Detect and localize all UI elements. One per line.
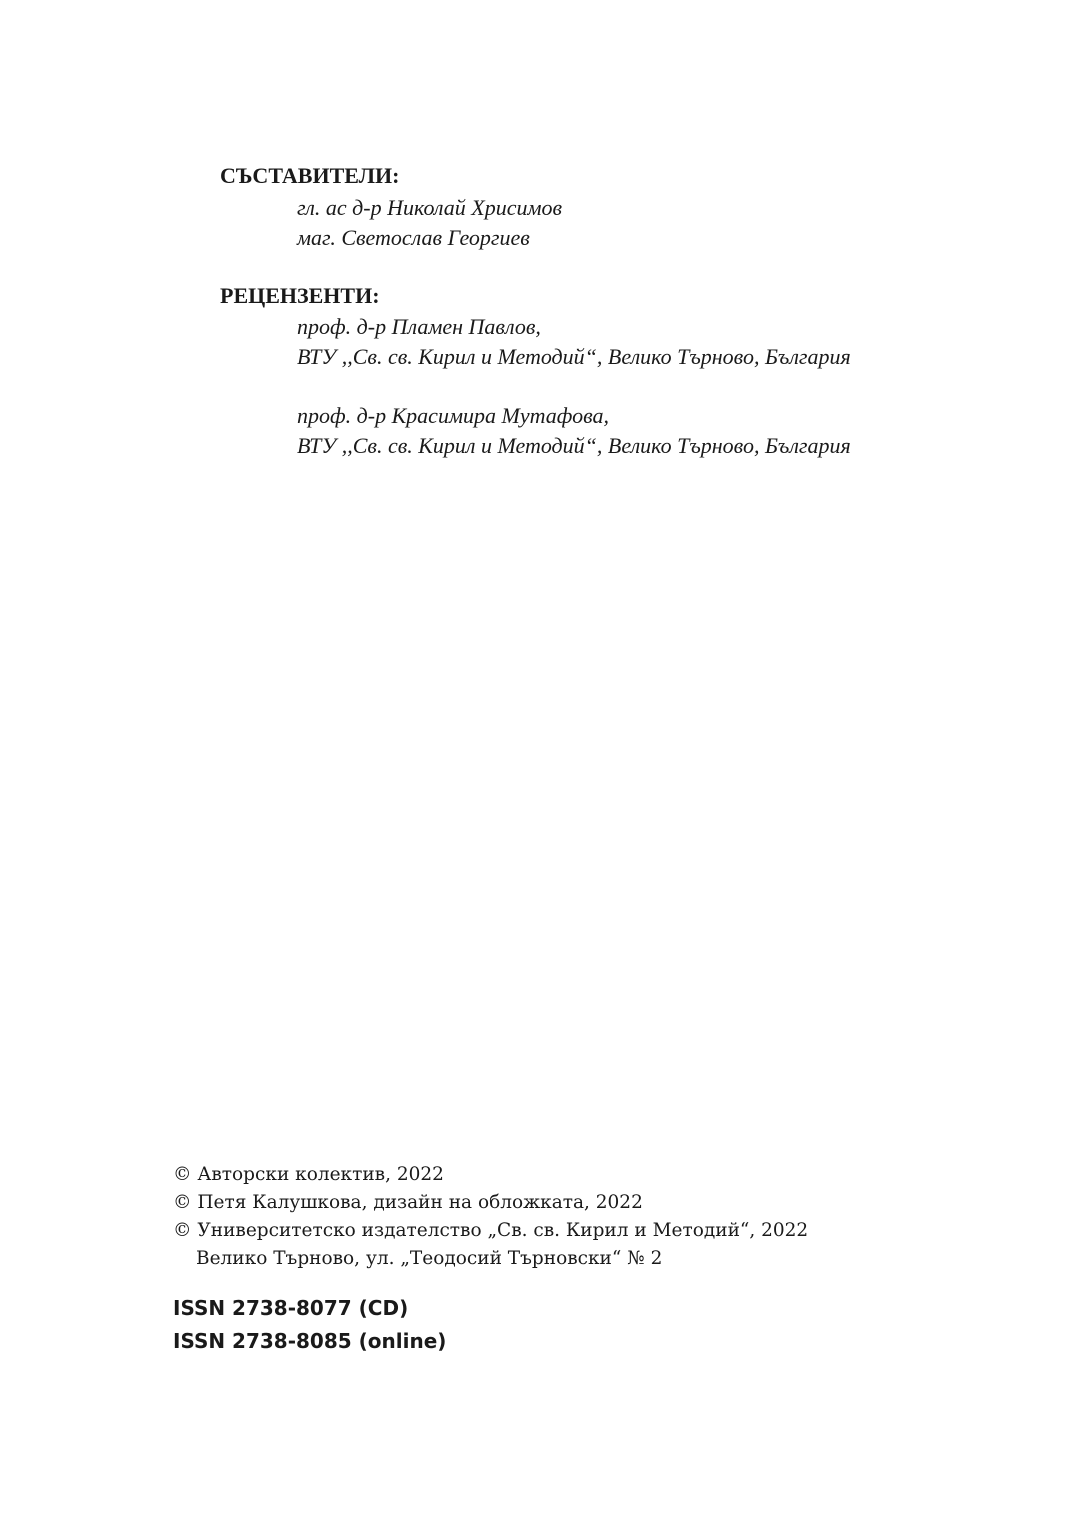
- copyright-authors: © Авторски колектив, 2022: [173, 1164, 444, 1185]
- reviewers-heading: РЕЦЕНЗЕНТИ:: [220, 283, 380, 308]
- compiler-name: гл. ас д-р Николай Хрисимов: [297, 195, 563, 220]
- compilers-heading: СЪСТАВИТЕЛИ:: [220, 163, 400, 188]
- copyright-publisher: © Университетско издателство „Св. св. Кирил и Методий“, 2022: [173, 1220, 809, 1241]
- reviewer-affiliation: ВТУ ,,Св. св. Кирил и Методий“, Велико Търново, България: [297, 433, 851, 458]
- reviewer-name: проф. д-р Красимира Мутафова,: [297, 403, 609, 428]
- reviewer-affiliation: ВТУ ,,Св. св. Кирил и Методий“, Велико Търново, България: [297, 344, 851, 369]
- publisher-address: Велико Търново, ул. „Теодосий Търновски“ № 2: [196, 1248, 663, 1269]
- reviewer-name: проф. д-р Пламен Павлов,: [297, 314, 541, 339]
- compiler-name: маг. Светослав Георгиев: [297, 225, 530, 250]
- issn-online: ISSN 2738-8085 (online): [173, 1329, 447, 1353]
- issn-cd: ISSN 2738-8077 (CD): [173, 1296, 409, 1320]
- copyright-cover-design: © Петя Калушкова, дизайн на обложката, 2022: [173, 1192, 643, 1213]
